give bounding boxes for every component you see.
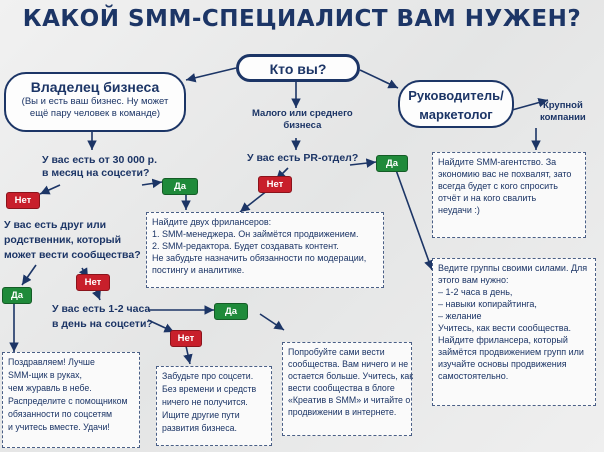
freelancers-line: 1. SMM-менеджера. Он займётся продвижением. (152, 229, 359, 239)
forget-line: ничего не получится. (162, 397, 248, 407)
business-owner-desc-2: ещё пару человек в команде) (29, 108, 161, 119)
business-owner-desc-1: (Вы и есть ваш бизнес. Ну может (21, 96, 169, 107)
business-owner-node (4, 72, 186, 132)
forget-line: развития бизнеса. (162, 423, 237, 433)
congrats-line: SMM-щик в руках, (8, 370, 82, 380)
time-yes-tag: Да (214, 303, 248, 320)
congrats-line: обязанности по соцсетям (8, 409, 113, 419)
congrats-line: Распределите с помощником (8, 396, 128, 406)
manager-line-2: маркетолог (419, 107, 493, 122)
try-line: Попробуйте сами вести (288, 347, 385, 357)
freelancers-line: Не забудьте назначить обязанности по модерации, (152, 253, 367, 263)
friend-no-tag: Нет (76, 274, 110, 291)
budget-question (42, 154, 157, 180)
groups-line: – желание (438, 311, 482, 321)
try-note (282, 342, 412, 436)
friend-question-line-3: может вести сообщества? (4, 249, 141, 261)
large-company-label (540, 100, 586, 124)
friend-question (4, 218, 141, 263)
small-medium-line-2: бизнеса (283, 120, 322, 131)
freelancers-line: постингу и аналитике. (152, 265, 245, 275)
agency-line: отчёт и на кого свалить (438, 193, 537, 203)
who-are-you-node (236, 54, 360, 82)
groups-line: займётся продвижением групп или (438, 347, 584, 357)
budget-yes-tag: Да (162, 178, 198, 195)
pr-yes-tag: Да (376, 155, 408, 172)
groups-line: самостоятельно. (438, 371, 509, 381)
groups-note (432, 258, 596, 406)
small-medium-label (252, 108, 353, 132)
friend-question-line-1: У вас есть друг или (4, 219, 107, 231)
freelancers-line: 2. SMM-редактора. Будет создавать контент. (152, 241, 339, 251)
budget-question-line-1: У вас есть от 30 000 р. (42, 154, 157, 166)
page-title: КАКОЙ SMM-СПЕЦИАЛИСТ ВАМ НУЖЕН? (22, 6, 582, 32)
congrats-line: чем журавль в небе. (8, 383, 92, 393)
large-line-2: компании (540, 112, 586, 123)
business-owner-title: Владелец бизнеса (30, 79, 160, 95)
pr-question: У вас есть PR-отдел? (247, 152, 359, 164)
agency-line: неудачи :) (438, 205, 480, 215)
try-line: «Креатив в SMM» и читайте о (288, 395, 411, 405)
large-line-1: Крупной (542, 100, 583, 111)
agency-note (432, 152, 586, 238)
time-question (52, 302, 153, 332)
forget-note (156, 366, 272, 446)
groups-line: Найдите фрилансера, который (438, 335, 568, 345)
agency-line: экономию вас не похвалят, зато (438, 169, 572, 179)
groups-line: Учитесь, как вести сообщества. (438, 323, 571, 333)
groups-line: – 1-2 часа в день, (438, 287, 513, 297)
groups-line: изучайте основы продвижения (438, 359, 567, 369)
freelancers-line: Найдите двух фрилансеров: (152, 217, 272, 227)
forget-line: Без времени и средств (162, 384, 257, 394)
try-line: вести сообщества в блоге (288, 383, 395, 393)
agency-line: Найдите SMM-агентство. За (438, 157, 557, 167)
time-question-line-2: в день на соцсети? (52, 318, 153, 330)
try-line: продвижении в интернете. (288, 407, 397, 417)
groups-line: Ведите группы своими силами. Для (438, 263, 588, 273)
agency-line: всегда будет с кого спросить (438, 181, 558, 191)
time-question-line-1: У вас есть 1-2 часа (52, 303, 151, 315)
freelancers-note (146, 212, 384, 288)
forget-line: Ищите другие пути (162, 410, 240, 420)
congrats-line: и учитесь вместе. Удачи! (8, 422, 110, 432)
budget-question-line-2: в месяц на соцсети? (42, 167, 150, 179)
budget-no-tag: Нет (6, 192, 40, 209)
congrats-line: Поздравляем! Лучше (8, 357, 95, 367)
friend-yes-tag: Да (2, 287, 32, 304)
forget-line: Забудьте про соцсети. (162, 371, 254, 381)
small-medium-line-1: Малого или среднего (252, 108, 353, 119)
groups-line: этого вам нужно: (438, 275, 509, 285)
manager-line-1: Руководитель/ (408, 88, 504, 103)
groups-line: – навыки копирайтинга, (438, 299, 537, 309)
time-no-tag: Нет (170, 330, 202, 347)
try-line: сообщества. Вам ничего и не (288, 359, 409, 369)
friend-question-line-2: родственник, который (4, 234, 122, 246)
try-line: остается больше. Учитесь, как (288, 371, 414, 381)
manager-node (398, 80, 514, 128)
who-are-you-label: Кто вы? (269, 61, 327, 77)
congrats-note (2, 352, 140, 448)
pr-no-tag: Нет (258, 176, 292, 193)
